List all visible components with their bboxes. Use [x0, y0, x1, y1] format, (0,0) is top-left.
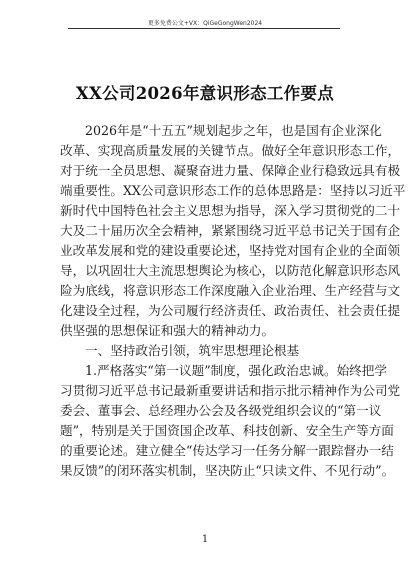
document-body [60, 121, 406, 481]
paragraph-line: 改革、实现高质量发展的关键节点。做好全年意识形态工作， [60, 143, 401, 158]
paragraph-line: 习贯彻习近平总书记最新重要讲话和指示批示精神作为公司党 [60, 383, 401, 398]
paragraph-line: 的重要论述。建立健全“传达学习一任务分解一跟踪督办一结 [60, 443, 394, 458]
paragraph-line: 新时代中国特色社会主义思想为指导，深入学习贯彻党的二十 [60, 203, 401, 218]
paragraph-line: 化建设全过程，为公司履行经济责任、政治责任、社会责任提 [60, 303, 401, 318]
paragraph-line: 1.严格落实“第一议题”制度，强化政治忠诚。始终把学 [85, 363, 387, 378]
section-heading: 一、坚持政治引领，筑牢思想理论根基 [85, 343, 300, 358]
paragraph-line: 供坚强的思想保证和强大的精神动力。 [60, 323, 275, 338]
page-number: 1 [201, 534, 209, 545]
page-header: 更多免费公文+VX：QiGeGongWen2024 [147, 20, 263, 27]
paragraph-line: 端重要性。XX公司意识形态工作的总体思路是：坚持以习近平 [60, 183, 406, 198]
paragraph-line: 委会、董事会、总经理办公会及各级党组织会议的“第一议 [60, 403, 382, 418]
header-rule [68, 28, 340, 29]
paragraph-line: 果反馈”的闭环落实机制，坚决防止“只读文件、不见行动”。 [60, 463, 395, 478]
paragraph-line: 题”，特别是关于国资国企改革、科技创新、安全生产等方面 [60, 423, 394, 438]
paragraph-line: 导，以巩固壮大主流思想舆论为核心，以防范化解意识形态风 [60, 263, 401, 278]
paragraph-line: 业改革发展和党的建设重要论述，坚持党对国有企业的全面领 [60, 243, 401, 258]
paragraph-line: 2026年是“十五五”规划起步之年，也是国有企业深化 [85, 123, 382, 138]
document-title: XX公司2026年意识形态工作要点 [75, 84, 335, 103]
paragraph-line: 对于统一全员思想、凝聚奋进力量、保障企业行稳致远具有极 [60, 163, 401, 178]
paragraph-line: 大及二十届历次全会精神，紧紧围绕习近平总书记关于国有企 [60, 223, 401, 238]
paragraph-line: 险为底线，将意识形态工作深度融入企业治理、生产经营与文 [60, 283, 401, 298]
